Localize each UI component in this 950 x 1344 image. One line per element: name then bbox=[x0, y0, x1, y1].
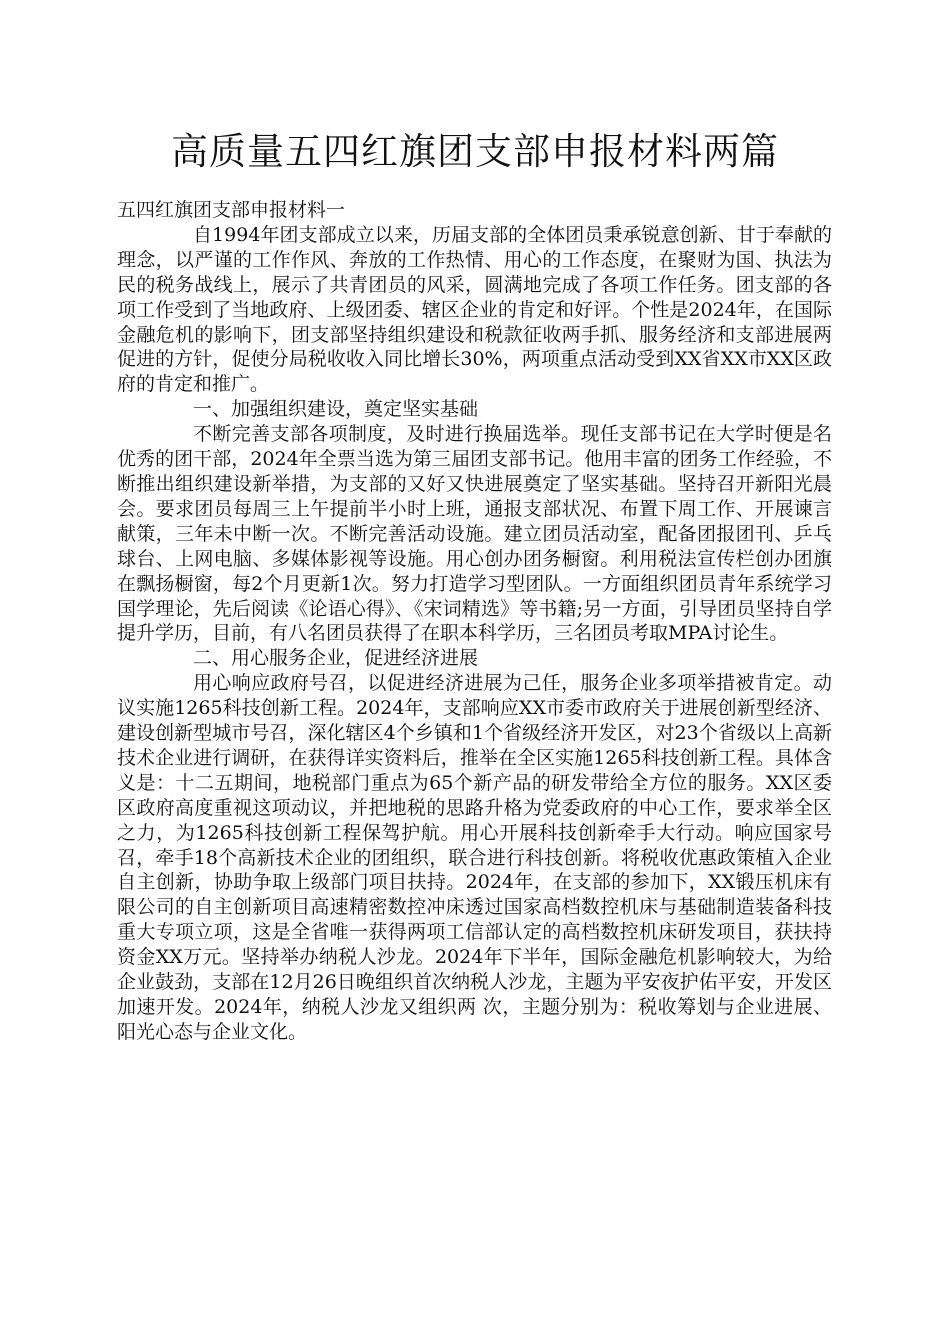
section-heading-service: 二、用心服务企业，促进经济进展 bbox=[193, 647, 479, 670]
paragraph-service: 用心响应政府号召，以促进经济进展为己任，服务企业多项举措被肯定。动议实施1265科技创新工程。2024年，支部响应XX市委市政府关于进展创新型经济、建设创新型城市号召，深化辖区4个乡镇和1个省级经济开发区，对23个省级以上高新技术企业进行调研，在获得详实资料后，推举在全区实施1265科技创新工程。具体含义是：十二五期间，地税部门重点为65个新产品的研发带给全方位的服务。XX区委区政府高度重视这项动议，并把地税的思路升格为党委政府的中心工作，要求举全区之力，为1265科技创新工程保驾护航。用心开展科技创新牵手大行动。响应国家号召，牵手18个高新技术企业的团组织，联合进行科技创新。将税收优惠政策植入企业自主创新，协助争取上级部门项目扶持。2024年，在支部的参加下，XX锻压机床有限公司的自主创新项目高速精密数控冲床透过国家高档数控机床与基础制造装备科技重大专项立项，这是全省唯一获得两项工信部认定的高档数控机床研发项目，获扶持资金XX万元。坚持举办纳税人沙龙。2024年下半年，国际金融危机影响较大，为给企业鼓劲，支部在12月26日晚组织首次纳税人沙龙，主题为平安夜护佑平安，开发区加速开发。2024年，纳税人沙龙又组织两 次，主题分别为：税收筹划与企业进展、阳光心态与企业文化。 bbox=[117, 672, 832, 1043]
paragraph-intro: 自1994年团支部成立以来，历届支部的全体团员秉承锐意创新、甘于奉献的理念，以严谨的工作作风、奔放的工作热情、用心的工作态度，在聚财为国、执法为民的税务战线上，展示了共青团员的风采，圆满地完成了各项工作任务。团支部的各项工作受到了当地政府、上级团委、辖区企业的肯定和好评。个性是2024年，在国际金融危机的影响下，团支部坚持组织建设和税款征收两手抓、服务经济和支部进展两促进的方针，促使分局税收收入同比增长30%，两项重点活动受到XX省XX市XX区政府的肯定和推广。 bbox=[117, 223, 832, 396]
document-title: 高质量五四红旗团支部申报材料两篇 bbox=[171, 130, 779, 173]
document-subtitle: 五四红旗团支部申报材料一 bbox=[117, 199, 346, 221]
document-body bbox=[117, 198, 832, 1045]
section-heading-organization: 一、加强组织建设，奠定坚实基础 bbox=[193, 398, 479, 421]
paragraph-organization: 不断完善支部各项制度，及时进行换届选举。现任支部书记在大学时便是名优秀的团干部，2024年全票当选为第三届团支部书记。他用丰富的团务工作经验，不断推出组织建设新举措，为支部的又好又快进展奠定了坚实基础。坚持召开新阳光晨会。要求团员每周三上午提前半小时上班，通报支部状况、布置下周工作、开展谏言献策，三年未中断一次。不断完善活动设施。建立团员活动室，配备团报团刊、乒乓球台、上网电脑、多媒体影视等设施。用心创办团务橱窗。利用税法宣传栏创办团旗在飘扬橱窗，每2个月更新1次。努力打造学习型团队。一方面组织团员青年系统学习国学理论，先后阅读《论语心得》、《宋词精选》等书籍;另一方面，引导团员坚持自学提升学历，目前，有八名团员获得了在职本科学历，三名团员考取MPA讨论生。 bbox=[117, 423, 832, 645]
